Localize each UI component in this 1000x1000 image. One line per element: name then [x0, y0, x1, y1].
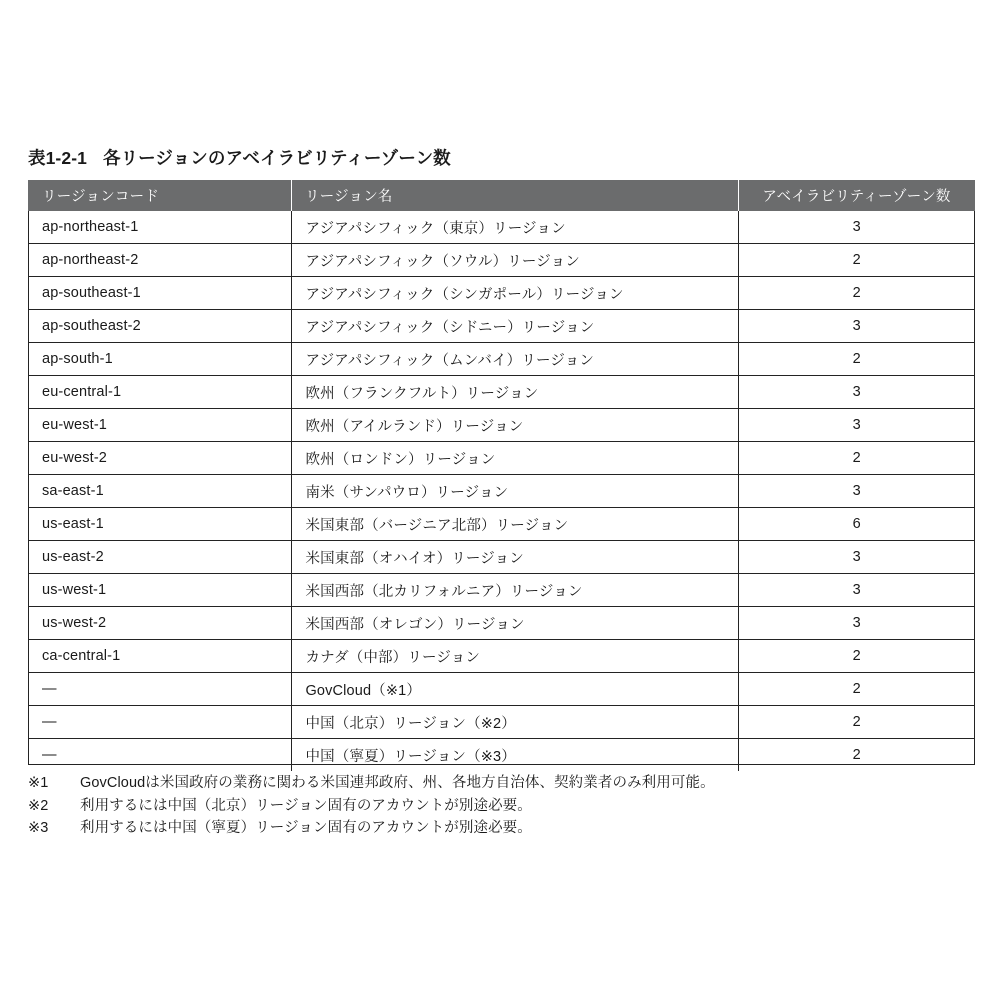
- footnote-marker: ※2: [28, 797, 49, 814]
- table-row: [28, 277, 975, 310]
- cell-region-name: 中国（寧夏）リージョン（※3）: [291, 739, 738, 772]
- cell-region-name: 米国西部（北カリフォルニア）リージョン: [291, 574, 738, 607]
- footnote-text: 利用するには中国（北京）リージョン固有のアカウントが別途必要。: [80, 797, 532, 814]
- cell-region-code: —: [28, 739, 291, 772]
- footnote-text: 利用するには中国（寧夏）リージョン固有のアカウントが別途必要。: [80, 820, 532, 836]
- cell-region-code: ap-south-1: [28, 343, 291, 376]
- cell-az-count: 3: [738, 574, 975, 607]
- footnote-list: [28, 772, 978, 840]
- cell-region-code: us-west-2: [28, 607, 291, 640]
- footnote-text: GovCloudは米国政府の業務に関わる米国連邦政府、州、各地方自治体、契約業者のみ利用可能。: [80, 775, 715, 791]
- table-row: [28, 244, 975, 277]
- cell-region-name: 欧州（フランクフルト）リージョン: [291, 376, 738, 409]
- table-row: [28, 409, 975, 442]
- footnote: [28, 772, 978, 795]
- table-caption-text: 各リージョンのアベイラビリティーゾーン数: [102, 148, 451, 168]
- cell-region-name: 欧州（ロンドン）リージョン: [291, 442, 738, 475]
- cell-az-count: 2: [852, 747, 861, 763]
- cell-region-code: ap-southeast-2: [28, 310, 291, 343]
- cell-region-name: アジアパシフィック（シンガポール）リージョン: [291, 277, 738, 310]
- cell-az-count: 2: [738, 442, 975, 475]
- cell-az-count: 3: [738, 310, 975, 343]
- cell-az-count: 3: [738, 376, 975, 409]
- cell-region-code: ap-southeast-1: [28, 277, 291, 310]
- table-row: [28, 343, 975, 376]
- cell-region-code: ca-central-1: [28, 640, 291, 673]
- cell-az-count: 3: [738, 475, 975, 508]
- cell-az-count: 3: [738, 211, 975, 244]
- cell-region-name: 欧州（アイルランド）リージョン: [291, 409, 738, 442]
- availability-zone-table: [28, 180, 975, 771]
- table-row: [28, 211, 975, 244]
- cell-region-name: アジアパシフィック（東京）リージョン: [291, 211, 738, 244]
- cell-region-name: 中国（北京）リージョン（※2）: [291, 706, 738, 739]
- footnote: [28, 795, 978, 818]
- cell-az-count: 2: [738, 244, 975, 277]
- column-header-region-name: リージョン名: [291, 180, 738, 211]
- cell-az-count: 2: [738, 343, 975, 376]
- cell-region-code: eu-west-2: [28, 442, 291, 475]
- cell-az-count: 6: [738, 508, 975, 541]
- cell-region-code: ap-northeast-1: [28, 211, 291, 244]
- table-row: [28, 673, 975, 706]
- cell-region-code: eu-central-1: [28, 376, 291, 409]
- cell-region-name: カナダ（中部）リージョン: [291, 640, 738, 673]
- column-header-region-code: リージョンコード: [28, 180, 291, 211]
- table-header: [28, 180, 975, 211]
- table-row: [28, 310, 975, 343]
- table-row: [28, 475, 975, 508]
- cell-az-count: 2: [738, 277, 975, 310]
- cell-region-code: us-west-1: [28, 574, 291, 607]
- cell-az-count: 2: [738, 706, 975, 739]
- cell-region-name: アジアパシフィック（ソウル）リージョン: [291, 244, 738, 277]
- table-header-row: [28, 180, 975, 211]
- cell-region-code: us-east-1: [28, 508, 291, 541]
- cell-region-name: アジアパシフィック（ムンバイ）リージョン: [291, 343, 738, 376]
- cell-region-code: —: [28, 706, 291, 739]
- table-row: [28, 574, 975, 607]
- table-body: [28, 211, 975, 771]
- cell-region-code: eu-west-1: [28, 409, 291, 442]
- table-row: [28, 640, 975, 673]
- table-caption: [28, 145, 451, 170]
- footnote-marker: ※3: [28, 820, 49, 836]
- table-row: [28, 706, 975, 739]
- cell-region-code: —: [28, 673, 291, 706]
- cell-region-code: sa-east-1: [28, 475, 291, 508]
- cell-az-count: 2: [738, 640, 975, 673]
- cell-region-name: 米国東部（オハイオ）リージョン: [291, 541, 738, 574]
- table-row: [28, 607, 975, 640]
- cell-region-code: ap-northeast-2: [28, 244, 291, 277]
- cell-region-name: 南米（サンパウロ）リージョン: [291, 475, 738, 508]
- cell-az-count: 2: [738, 673, 975, 706]
- column-header-az-count: アベイラビリティーゾーン数: [738, 180, 975, 211]
- table-caption-number: 表1-2-1: [28, 148, 87, 168]
- table-row: [28, 739, 975, 772]
- cell-az-count: 3: [738, 607, 975, 640]
- cell-region-name: アジアパシフィック（シドニー）リージョン: [291, 310, 738, 343]
- cell-region-name: 米国西部（オレゴン）リージョン: [291, 607, 738, 640]
- cell-region-name: GovCloud（※1）: [291, 673, 738, 706]
- footnote-marker: ※1: [28, 775, 49, 791]
- cell-region-name: 米国東部（バージニア北部）リージョン: [291, 508, 738, 541]
- table-row: [28, 508, 975, 541]
- cell-az-count: 3: [738, 409, 975, 442]
- table-row: [28, 442, 975, 475]
- table-row: [28, 541, 975, 574]
- cell-region-code: us-east-2: [28, 541, 291, 574]
- table-row: [28, 376, 975, 409]
- cell-az-count: 3: [738, 541, 975, 574]
- footnote: [28, 817, 978, 840]
